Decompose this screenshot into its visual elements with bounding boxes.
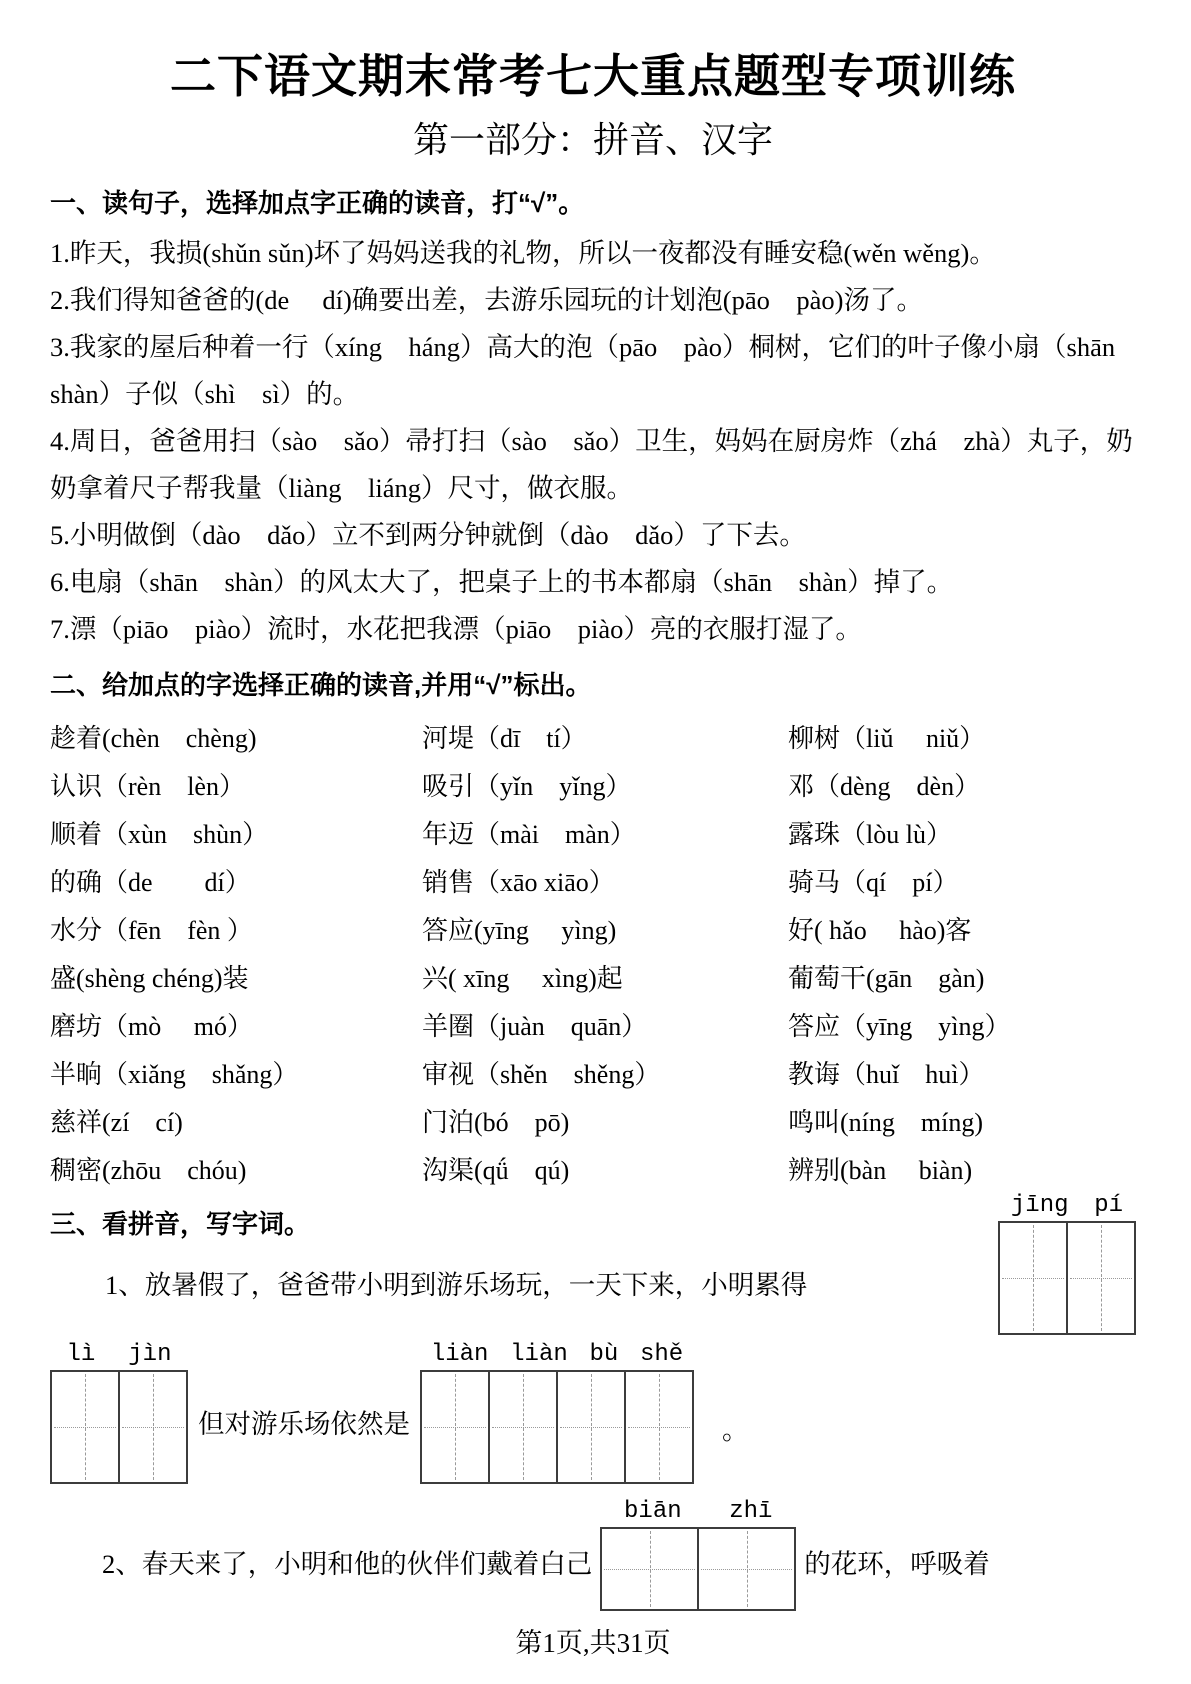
section-2-heading: 二、给加点的字选择正确的读音,并用“√”标出。 <box>50 670 592 700</box>
page-footer: 第1页,共31页 <box>515 1628 671 1658</box>
section-pronunciation-sentences <box>50 183 1142 653</box>
word-pronunciation-item: 兴( xīng xìng)起 <box>422 963 623 993</box>
word-pronunciation-item: 盛(shèng chéng)装 <box>50 963 249 993</box>
word-pronunciation-item: 鸣叫(níng míng) <box>788 1107 983 1137</box>
pinyin-syllable: pí <box>1094 1192 1124 1219</box>
word-pronunciation-item: 辨别(bàn biàn) <box>788 1155 973 1185</box>
writing-row-1 <box>50 1192 1136 1335</box>
pinyin-syllable: liàn <box>430 1341 489 1368</box>
sentence: 5.小明做倒（dào dǎo）立不到两分钟就倒（dào dǎo）了下去。 <box>50 520 806 550</box>
pinyin-label <box>50 1341 188 1368</box>
character-cell <box>697 1529 794 1609</box>
item-1-period: 。 <box>722 1415 749 1445</box>
word-pronunciation-item: 磨坊（mò mó） <box>50 1011 253 1041</box>
word-pronunciation-item: 审视（shěn shěng） <box>422 1059 661 1089</box>
sentence: 2.我们得知爸爸的(de dí)确要出差，去游乐园玩的计划泡(pāo pào)汤了。 <box>50 285 923 315</box>
sentence: 1.昨天，我损(shǔn sǔn)坏了妈妈送我的礼物，所以一夜都没有睡安稳(wěn wěng)。 <box>50 238 996 268</box>
word-pronunciation-item: 骑马（qí pí） <box>788 867 959 897</box>
sentence-list <box>50 230 1142 653</box>
character-grid <box>420 1370 694 1484</box>
sentence: 4.周日，爸爸用扫（sào sǎo）帚打扫（sào sǎo）卫生，妈妈在厨房炸（zhá zhà）丸子，奶奶拿着尺子帮我量（liàng liáng）尺寸，做衣服。 <box>50 426 1133 503</box>
character-cell <box>1000 1223 1066 1333</box>
word-pronunciation-grid <box>50 712 1136 1192</box>
character-cell <box>52 1372 118 1482</box>
word-pronunciation-item: 教诲（huǐ huì） <box>788 1059 985 1089</box>
word-pronunciation-item: 邓（dèng dèn） <box>788 771 981 801</box>
section-pinyin-writing <box>50 1192 1136 1611</box>
pinyin-syllable: liàn <box>510 1341 568 1368</box>
pinyin-syllable: lì <box>66 1341 96 1368</box>
sentence: 6.电扇（shān shàn）的风太大了，把桌子上的书本都扇（shān shàn）掉了。 <box>50 567 954 597</box>
pinyin-label <box>600 1498 796 1525</box>
item-2-text-after: 的花环，呼吸着 <box>804 1549 990 1579</box>
writing-grid-lian-lian-bu-she <box>420 1341 694 1484</box>
pinyin-syllable: shě <box>639 1341 684 1368</box>
character-grid <box>998 1221 1136 1335</box>
word-pronunciation-item: 吸引（yǐn yǐng） <box>422 771 632 801</box>
pinyin-label <box>420 1341 694 1368</box>
word-pronunciation-item: 答应（yīng yìng） <box>788 1011 1011 1041</box>
writing-grid-bian-zhi <box>600 1498 796 1611</box>
word-pronunciation-item: 露珠（lòu lù） <box>788 819 952 849</box>
word-pronunciation-item: 羊圈（juàn quān） <box>422 1011 648 1041</box>
word-pronunciation-item: 趁着(chèn chèng) <box>50 723 257 753</box>
item-1-text-before: 1、放暑假了，爸爸带小明到游乐场玩，一天下来，小明累得 <box>105 1270 808 1300</box>
character-cell <box>556 1372 624 1482</box>
character-grid <box>600 1527 796 1611</box>
pinyin-syllable: jīng <box>1010 1192 1069 1219</box>
character-cell <box>488 1372 556 1482</box>
section-word-pronunciation <box>50 665 1136 1192</box>
writing-row-2 <box>50 1341 1136 1484</box>
pinyin-label <box>998 1192 1136 1219</box>
page-title: 二下语文期末常考七大重点题型专项训练 <box>170 51 1016 102</box>
item-1-text-middle: 但对游乐场依然是 <box>198 1409 410 1439</box>
word-pronunciation-item: 半晌（xiǎng shǎng） <box>50 1059 299 1089</box>
pinyin-syllable: biān <box>624 1498 682 1525</box>
word-pronunciation-item: 的确（de dí） <box>50 867 251 897</box>
word-pronunciation-item: 水分（fēn fèn ） <box>50 915 253 945</box>
section-3-heading: 三、看拼音，写字词。 <box>50 1209 311 1239</box>
sentence: 7.漂（piāo piào）流时，水花把我漂（piāo piào）亮的衣服打湿了。 <box>50 614 862 644</box>
word-pronunciation-item: 葡萄干(gān gàn) <box>788 963 985 993</box>
word-pronunciation-item: 河堤（dī tí） <box>422 723 587 753</box>
page-subtitle: 第一部分：拼音、汉字 <box>412 120 773 160</box>
writing-row-1-text <box>50 1192 998 1305</box>
word-pronunciation-item: 柳树（liǔ niǔ） <box>788 723 986 753</box>
pinyin-syllable: jìn <box>128 1341 172 1368</box>
word-pronunciation-item: 认识（rèn lèn） <box>50 771 245 801</box>
word-pronunciation-item: 稠密(zhōu chóu) <box>50 1155 247 1185</box>
pinyin-syllable: zhī <box>729 1498 773 1525</box>
writing-grid-jing-pi <box>998 1192 1136 1335</box>
character-cell <box>118 1372 186 1482</box>
word-pronunciation-item: 年迈（mài màn） <box>422 819 636 849</box>
word-pronunciation-item: 销售（xāo xiāo） <box>422 867 615 897</box>
word-pronunciation-item: 答应(yīng yìng) <box>422 915 617 945</box>
item-2-text-before: 2、春天来了，小明和他的伙伴们戴着白己 <box>102 1549 593 1579</box>
word-pronunciation-item: 好( hǎo hào)客 <box>788 915 972 945</box>
character-cell <box>1066 1223 1134 1333</box>
word-pronunciation-item: 顺着（xùn shùn） <box>50 819 269 849</box>
word-pronunciation-item: 慈祥(zí cí) <box>50 1107 183 1137</box>
pinyin-syllable: bù <box>589 1341 619 1368</box>
character-cell <box>422 1372 488 1482</box>
writing-row-3 <box>50 1498 1136 1611</box>
character-cell <box>602 1529 697 1609</box>
word-pronunciation-item: 沟渠(qǘ qú) <box>422 1155 570 1185</box>
word-pronunciation-item: 门泊(bó pō) <box>422 1107 570 1137</box>
sentence: 3.我家的屋后种着一行（xíng háng）高大的泡（pāo pào）桐树，它们的叶子像小扇（shān shàn）子似（shì sì）的。 <box>50 332 1142 409</box>
character-grid <box>50 1370 188 1484</box>
writing-grid-li-jin <box>50 1341 188 1484</box>
character-cell <box>624 1372 692 1482</box>
section-1-heading: 一、读句子，选择加点字正确的读音，打“√”。 <box>50 188 585 218</box>
